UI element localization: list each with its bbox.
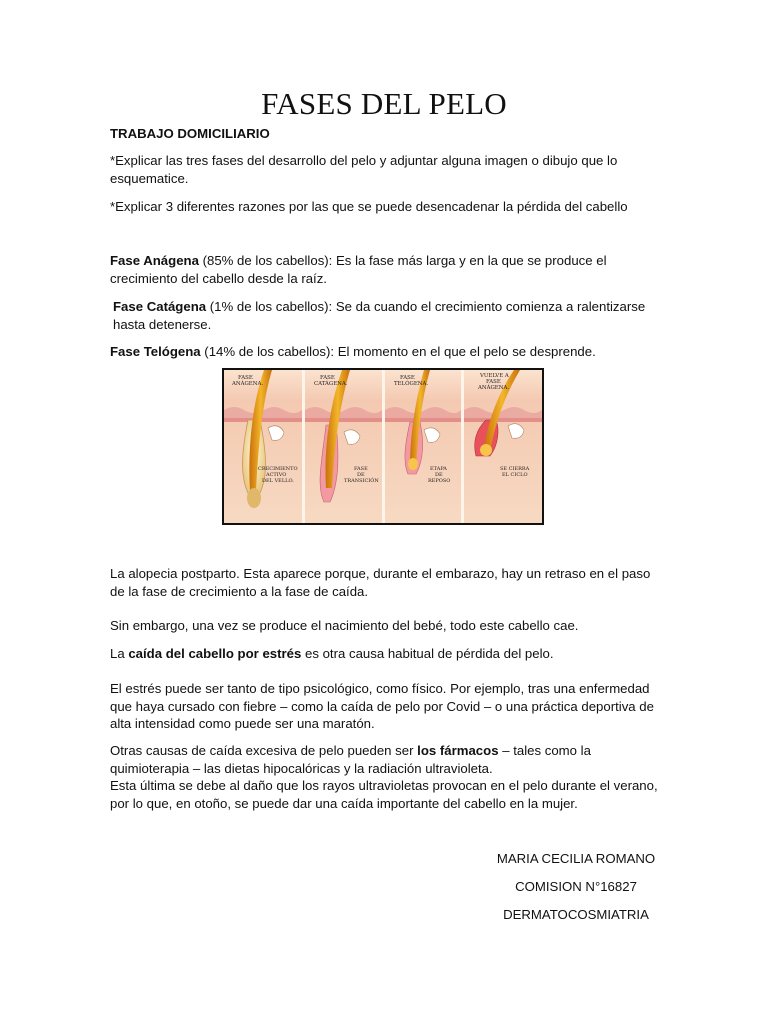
phase-anagen-name: Fase Anágena — [110, 253, 199, 268]
drugs-post: – tales como la quimioterapia – las dietas hipocalóricas y la radiación ultravioleta. — [110, 743, 591, 776]
caption-active-growth: CRECIMIENTO ACTIVO DEL VELLO. — [258, 466, 298, 484]
uv-paragraph: Esta última se debe al daño que los rayos ultravioletas provocan en el pelo durante el verano, por lo que, en otoño, se puede dar una caída importante del cabello en la mujer. — [110, 778, 658, 811]
author-name: MARIA CECILIA ROMANO — [496, 851, 656, 866]
phase-anagen-text: (85% de los cabellos): Es la fase más larga y en la que se produce el crecimiento del cabello desde la raíz. — [110, 253, 607, 286]
phase-catagen-name: Fase Catágena — [113, 299, 207, 314]
caption-anagen: FASE ANÁGENA. — [232, 375, 264, 387]
caption-transition: FASE DE TRANSICIÓN — [344, 466, 379, 484]
stress-paragraph — [110, 645, 662, 663]
hair-phases-illustration — [222, 368, 544, 525]
caption-back-to-anagen: VUELVE A FASE ANÁGENA. — [478, 373, 510, 391]
phase-catagen-text: (1% de los cabellos): Se da cuando el crecimiento comienza a ralentizarse hasta detenerse. — [113, 299, 646, 332]
commission-number: COMISION N°16827 — [515, 879, 637, 894]
course-name: DERMATOCOSMIATRIA — [503, 907, 649, 922]
task-2: *Explicar 3 diferentes razones por las que se puede desencadenar la pérdida del cabello — [110, 199, 628, 214]
phase-telogen-name: Fase Telógena — [110, 344, 201, 359]
drugs-paragraph — [110, 742, 662, 777]
caption-telogen: FASE TELÓGENA. — [394, 375, 429, 387]
drugs-bold: los fármacos — [417, 743, 499, 758]
stress-bold: caída del cabello por estrés — [128, 646, 302, 661]
stress-pre: La — [110, 646, 129, 661]
caption-rest: ETAPA DE REPOSO — [428, 466, 451, 484]
birth-paragraph: Sin embargo, una vez se produce el nacimiento del bebé, todo este cabello cae. — [110, 618, 579, 633]
subtitle: TRABAJO DOMICILIARIO — [110, 126, 270, 141]
phase-telogen — [110, 343, 662, 361]
stress-post: es otra causa habitual de pérdida del pelo. — [301, 646, 554, 661]
phase-anagen — [110, 252, 662, 287]
caption-catagen: FASE CATÁGENA. — [314, 375, 348, 387]
stress-detail-paragraph: El estrés puede ser tanto de tipo psicológico, como físico. Por ejemplo, tras una enfermedad que haya cursado con fiebre – como la caída de pelo por Covid – o una práctica deportiva de alta intensidad como puede ser una maratón. — [110, 681, 654, 731]
phase-catagen — [113, 298, 665, 333]
postpartum-paragraph: La alopecia postparto. Esta aparece porque, durante el embarazo, hay un retraso en el paso de la fase de crecimiento a la fase de caída. — [110, 566, 651, 599]
phase-telogen-text: (14% de los cabellos): El momento en el que el pelo se desprende. — [200, 344, 596, 359]
page-title: FASES DEL PELO — [261, 86, 507, 121]
drugs-pre: Otras causas de caída excesiva de pelo pueden ser — [110, 743, 418, 758]
caption-cycle-closes: SE CIERRA EL CICLO — [500, 466, 530, 478]
task-1: *Explicar las tres fases del desarrollo del pelo y adjuntar alguna imagen o dibujo que lo esquematice. — [110, 153, 618, 186]
